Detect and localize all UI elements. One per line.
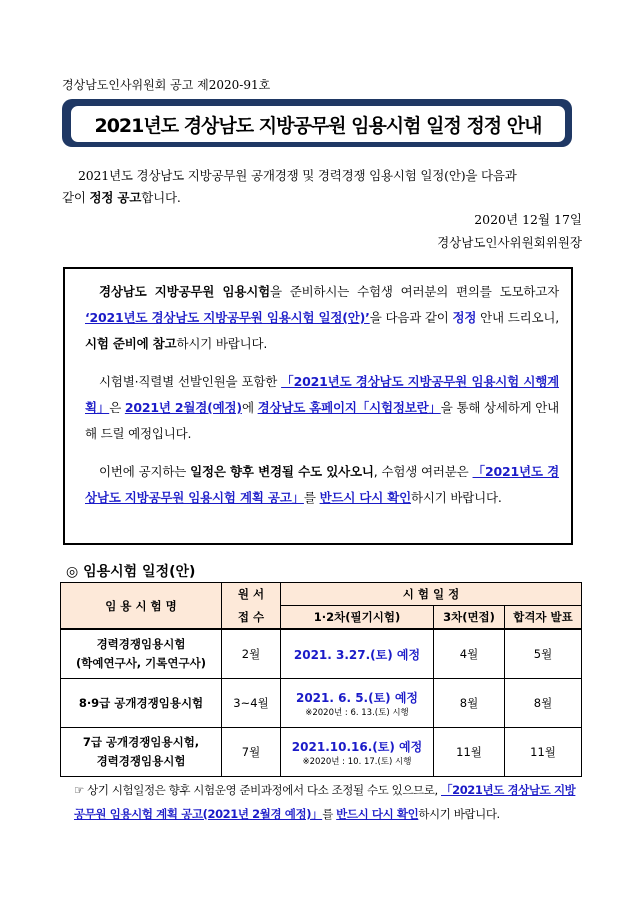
header-apply-1: 원 서 xyxy=(222,583,281,606)
exam-name-sub: (학예연구사, 기록연구사) xyxy=(76,656,206,670)
cell-exam-name xyxy=(61,679,222,728)
announcement-date: 2020년 12월 17일 xyxy=(474,212,582,227)
section-heading: ◎ 임용시험 일정(안) xyxy=(66,564,196,580)
text-segment: 시험별·직렬별 선발인원을 포함한 xyxy=(99,374,282,389)
bold-text: 경상남도 지방공무원 임용시험 xyxy=(99,284,270,299)
header-result: 합격자 발표 xyxy=(505,606,582,630)
written-date: 2021. 6. 5.(토) 예정 xyxy=(295,690,419,705)
table-row xyxy=(61,679,582,728)
cell-written xyxy=(281,679,434,728)
highlight-underlined-text: 「2021년도 경상남도 지방공무원 임용시험 시행계획」 xyxy=(85,374,559,415)
interview-month: 11월 xyxy=(456,745,482,759)
header-apply-2: 접 수 xyxy=(222,606,281,630)
intro-text: 같이 xyxy=(62,190,90,205)
written-note: ※2020년 : 10. 17.(토) 시행 xyxy=(302,756,412,767)
cell-result xyxy=(505,629,582,679)
exam-name: 7급 공개경쟁임용시험, xyxy=(82,735,200,749)
intro-text-end: 합니다. xyxy=(141,190,181,205)
page-title: 2021년도 경상남도 지방공무원 임용시험 일정 정정 안내 xyxy=(70,105,566,143)
header-interview: 3차(면접) xyxy=(434,606,505,630)
notice-paragraph-3 xyxy=(85,459,559,511)
bold-text: 시험 준비에 참고 xyxy=(85,336,177,351)
text-segment: 을 다음과 같이 xyxy=(369,310,453,325)
header-schedule: 시 험 일 정 xyxy=(281,583,582,606)
notice-box xyxy=(63,267,573,545)
table-row xyxy=(61,728,582,777)
text-segment: 하시기 바랍니다. xyxy=(411,490,502,505)
text-segment: 하시기 바랍니다. xyxy=(418,807,500,821)
notice-paragraph-2 xyxy=(85,369,559,447)
cell-interview xyxy=(434,629,505,679)
text-segment: 은 xyxy=(109,400,125,415)
cell-exam-name xyxy=(61,728,222,777)
cell-result xyxy=(505,679,582,728)
written-note: ※2020년 : 6. 13.(토) 시행 xyxy=(305,707,409,718)
footnote xyxy=(74,778,584,826)
result-month: 5월 xyxy=(533,647,553,661)
exam-name: 8·9급 공개경쟁임용시험 xyxy=(78,695,204,710)
cell-interview xyxy=(434,728,505,777)
highlight-underlined-text: 2021년 2월경(예정) xyxy=(124,400,242,415)
interview-month: 4월 xyxy=(459,647,479,661)
cell-result xyxy=(505,728,582,777)
highlight-underlined-text: 반드시 다시 확인 xyxy=(319,490,412,505)
written-date: 2021. 3.27.(토) 예정 xyxy=(293,647,421,662)
highlight-text: 정정 xyxy=(452,310,477,325)
announcement-number: 경상남도인사위원회 공고 제2020-91호 xyxy=(62,78,271,92)
signer: 경상남도인사위원회위원장 xyxy=(437,235,582,250)
exam-name: 경력경쟁임용시험 xyxy=(96,637,186,651)
interview-month: 8월 xyxy=(459,696,479,710)
intro-line-1: 2021년도 경상남도 지방공무원 공개경쟁 및 경력경쟁 임용시험 일정(안)을 다음과 xyxy=(78,168,517,183)
apply-period: 3~4월 xyxy=(233,696,269,710)
highlight-underlined-text: 경상남도 홈페이지「시험정보란」 xyxy=(257,400,441,415)
cell-written xyxy=(281,728,434,777)
text-segment: 이번에 공지하는 xyxy=(99,464,191,479)
text-segment: 를 xyxy=(322,807,337,821)
result-month: 11월 xyxy=(530,745,556,759)
highlight-underlined-text: 반드시 다시 확인 xyxy=(336,807,419,821)
intro-line-2 xyxy=(62,187,580,209)
text-segment: 를 xyxy=(303,490,320,505)
highlight-underlined-text: 「2021년도 경상남도 지방공무원 임용시험 계획 공고(2021년 2월경 예정)」 xyxy=(74,783,576,821)
apply-period: 7월 xyxy=(241,745,261,759)
text-segment: 안내 드리오니, xyxy=(476,310,559,325)
text-segment: 하시기 바랍니다. xyxy=(176,336,268,351)
cell-interview xyxy=(434,679,505,728)
written-date: 2021.10.16.(토) 예정 xyxy=(291,739,423,754)
apply-period: 2월 xyxy=(241,647,261,661)
header-exam-name: 임 용 시 험 명 xyxy=(61,583,222,630)
header-written: 1·2차(필기시험) xyxy=(281,606,434,630)
text-segment: 을 준비하시는 수험생 여러분의 편의를 도모하고자 xyxy=(269,284,559,299)
schedule-table xyxy=(60,582,582,777)
bold-text: 일정은 향후 변경될 수도 있사오니 xyxy=(190,464,374,479)
highlight-underlined-text: ‘2021년도 경상남도 지방공무원 임용시험 일정(안)’ xyxy=(85,310,370,325)
cell-apply xyxy=(222,679,281,728)
intro-paragraph xyxy=(62,165,580,209)
text-segment: 에 xyxy=(241,400,258,415)
text-segment: , 수험생 여러분은 xyxy=(373,464,473,479)
cell-apply xyxy=(222,629,281,679)
schedule-rows xyxy=(61,629,582,777)
text-segment: 을 통해 상세하게 안내해 드릴 예정입니다. xyxy=(85,400,560,441)
notice-paragraph-1 xyxy=(85,279,559,357)
exam-name-sub: 경력경쟁임용시험 xyxy=(96,754,186,768)
cell-exam-name xyxy=(61,629,222,679)
intro-emphasis: 정정 공고 xyxy=(89,190,142,205)
result-month: 8월 xyxy=(533,696,553,710)
table-row xyxy=(61,629,582,679)
cell-written xyxy=(281,629,434,679)
highlight-underlined-text: 「2021년도 경상남도 지방공무원 임용시험 계획 공고」 xyxy=(85,464,559,505)
cell-apply xyxy=(222,728,281,777)
text-segment: ☞ 상기 시험일정은 향후 시험운영 준비과정에서 다소 조정될 수도 있으므로, xyxy=(74,783,441,797)
